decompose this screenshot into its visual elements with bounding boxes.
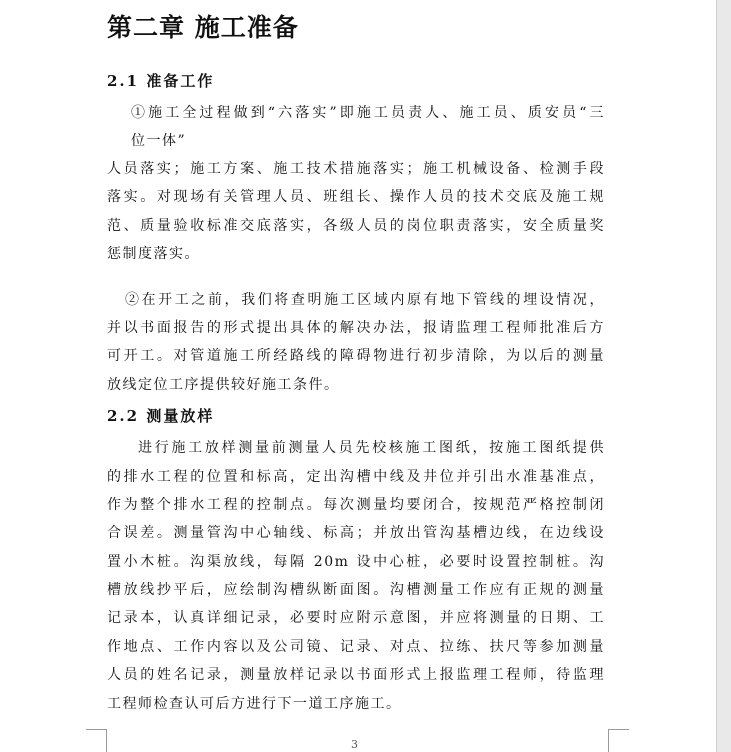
paragraph-line: 进行施工放样测量前测量人员先校核施工图纸，按施工图纸提供 — [138, 440, 605, 456]
paragraph-line: 人员的姓名记录，测量放样记录以书面形式上报监理工程师，待监理 — [107, 667, 605, 683]
paragraph-line: 放线定位工序提供较好施工条件。 — [107, 377, 340, 393]
paragraph-line: 并以书面报告的形式提出具体的解决办法，报请监理工程师批准后方 — [107, 320, 605, 336]
paragraph-line: 记录本，认真详细记录，必要时应附示意图，并应将测量的日期、工 — [107, 610, 605, 626]
paragraph-line: 合误差。测量管沟中心轴线、标高；并放出管沟基槽边线，在边线设 — [107, 525, 605, 541]
section-heading-2-2: 2.2 测量放样 — [107, 407, 215, 425]
paragraph-line: 可开工。对管道施工所经路线的障碍物进行初步清除，为以后的测量 — [107, 348, 605, 364]
chapter-title: 第二章 施工准备 — [107, 13, 299, 42]
paragraph-line: 槽放线抄平后，应绘制沟槽纵断面图。沟槽测量工作应有正规的测量 — [107, 582, 605, 598]
margin-crop-mark-right — [608, 729, 629, 752]
paragraph-line: 的排水工程的位置和标高，定出沟槽中线及井位并引出水准基准点， — [107, 469, 605, 485]
paragraph-line: 置小木桩。沟渠放线，每隔 20m 设中心桩，必要时设置控制桩。沟 — [107, 554, 605, 570]
paragraph-line: 惩制度落实。 — [107, 246, 200, 262]
paragraph-line: 落实。对现场有关管理人员、班组长、操作人员的技术交底及施工规 — [107, 189, 605, 205]
paragraph-line: 作为整个排水工程的控制点。每次测量均要闭合，按规范严格控制闭 — [107, 497, 605, 513]
paragraph-line: 工程师检查认可后方进行下一道工序施工。 — [107, 696, 402, 712]
paragraph-line: ①施工全过程做到“六落实”即施工员责人、施工员、质安员“三 — [131, 105, 605, 121]
section-heading-2-1: 2.1 准备工作 — [107, 72, 215, 90]
margin-crop-mark-left — [86, 729, 107, 752]
paragraph-line: ②在开工之前，我们将查明施工区域内原有地下管线的埋设情况， — [125, 292, 605, 308]
paragraph-line: 位一体” — [131, 133, 187, 149]
page-number: 3 — [351, 738, 358, 751]
paragraph-line: 范、质量验收标准交底落实，各级人员的岗位职责落实，安全质量奖 — [107, 218, 605, 234]
paragraph-line: 人员落实；施工方案、施工技术措施落实；施工机械设备、检测手段 — [107, 161, 605, 177]
vertical-scrollbar[interactable] — [716, 0, 731, 752]
paragraph-line: 作地点、工作内容以及公司镜、记录、对点、拉练、扶尺等参加测量 — [107, 639, 605, 655]
